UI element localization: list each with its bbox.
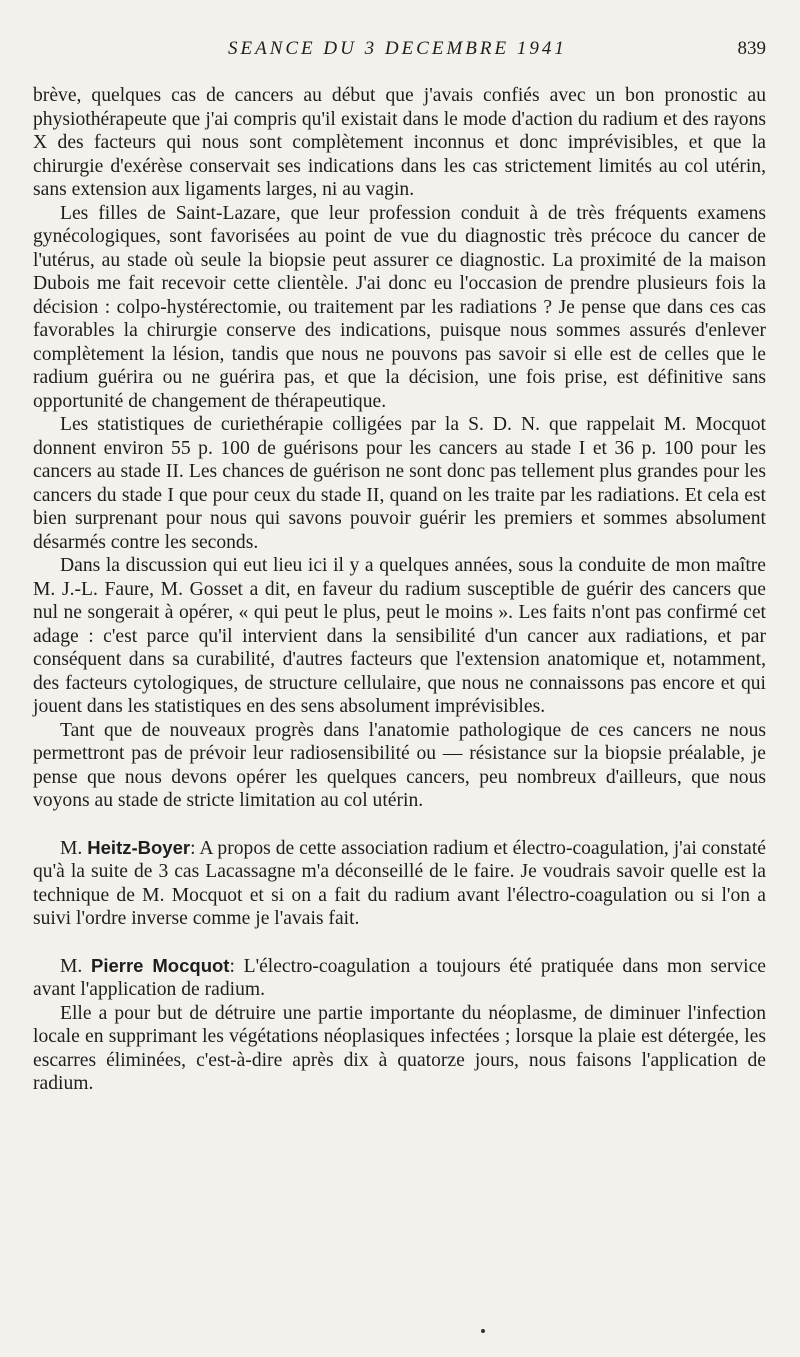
print-speck [481,1329,485,1333]
paragraph: Les filles de Saint-Lazare, que leur profession conduit à de très fréquents examens gynécologiques, sont favorisées au point de vue du diagnostic très précoce du cancer de l'utérus, au stade où seule la biopsie peut assurer ce diagnostic. La proximité de la maison Dubois me fait recevoir cette clientèle. J'ai donc eu l'occasion de prendre plusieurs fois la décision : colpo-hystérectomie, ou traitement par les radiations ? Je pense que dans ces cas favorables la chirurgie conserve des indications, puisque nous sommes assurés d'enlever complètement la lésion, tandis que nous ne pouvons pas savoir si elle est de celles que le radium guérira ou ne guérira pas, et que la décision, une fois prise, est définitive sans opportunité de changement de thérapeutique. [33,202,766,412]
intervention-text: : L'électro-coagulation a toujours été pratiquée dans mon service avant l'application de radium. [33,955,766,1000]
speaker-prefix: M. [60,955,92,977]
speaker-prefix: M. [60,837,88,859]
paragraph: Dans la discussion qui eut lieu ici il y a quelques années, sous la conduite de mon maître M. J.-L. Faure, M. Gosset a dit, en faveur du radium susceptible de guérir des cancers que nul ne songerait à opérer, « qui peut le plus, peut le moins ». Les faits n'ont pas confirmé cet adage : c'est parce qu'il intervient dans la sensibilité d'un cancer aux radiations, et par conséquent dans sa curabilité, d'autres facteurs que l'extension anatomique et, notamment, des facteurs cytologiques, de structure cellulaire, que nous ne connaissons pas encore et qui jouent dans les statistiques en des sens absolument imprévisibles. [33,555,766,717]
speaker-name: Pierre Mocquot [91,954,230,976]
running-head: SEANCE DU 3 DECEMBRE 1941 [228,38,567,59]
body-text [33,84,766,1096]
speaker-name: Heitz-Boyer [87,836,191,858]
intervention-text: : A propos de cette association radium et électro-coagulation, j'ai constaté qu'à la suite de 3 cas Lacassagne m'a déconseillé de le faire. Je voudrais savoir quelle est la technique de M. Mocquot et si on a fait du radium avant l'électro-coagulation ou si l'on a suivi l'ordre inverse comme je l'avais fait. [33,837,766,929]
paragraph: Elle a pour but de détruire une partie importante du néoplasme, de diminuer l'infection locale en supprimant les végétations néoplasiques infectées ; lorsque la plaie est détergée, les escarres éliminées, c'est-à-dire après dix à quatorze jours, nous faisons l'application de radium. [33,1002,766,1094]
paragraph: Tant que de nouveaux progrès dans l'anatomie pathologique de ces cancers ne nous permettront pas de prévoir leur radiosensibilité ou — résistance sur la biopsie préalable, je pense que nous devons opérer les quelques cancers, peu nombreux d'ailleurs, que nous voyons au stade de stricte limitation au col utérin. [33,719,766,811]
page-number: 839 [737,38,766,59]
paragraph: Les statistiques de curiethérapie colligées par la S. D. N. que rappelait M. Mocquot donnent environ 55 p. 100 de guérisons pour les cancers au stade I et 36 p. 100 pour les cancers au stade II. Les chances de guérison ne sont donc pas tellement plus grandes pour les cancers du stade I que pour ceux du stade II, quand on les traite par les radiations. Et cela est bien surprenant pour nous qui savons pouvoir guérir les premiers et sommes absolument désarmés contre les seconds. [33,414,766,553]
page-header [0,38,800,62]
intervention-mocquot [33,954,766,1002]
paragraph: brève, quelques cas de cancers au début que j'avais confiés avec un bon pronostic au physiothérapeute que j'ai compris qu'il existait dans le mode d'action du radium et des rayons X des facteurs qui nous sont complètement inconnus et donc imprévisibles, et que la chirurgie d'exérèse conservait ses indications dans les cas strictement limités au col utérin, sans extension aux ligaments larges, ni au vagin. [33,85,766,200]
intervention-heitz-boyer [33,836,766,931]
